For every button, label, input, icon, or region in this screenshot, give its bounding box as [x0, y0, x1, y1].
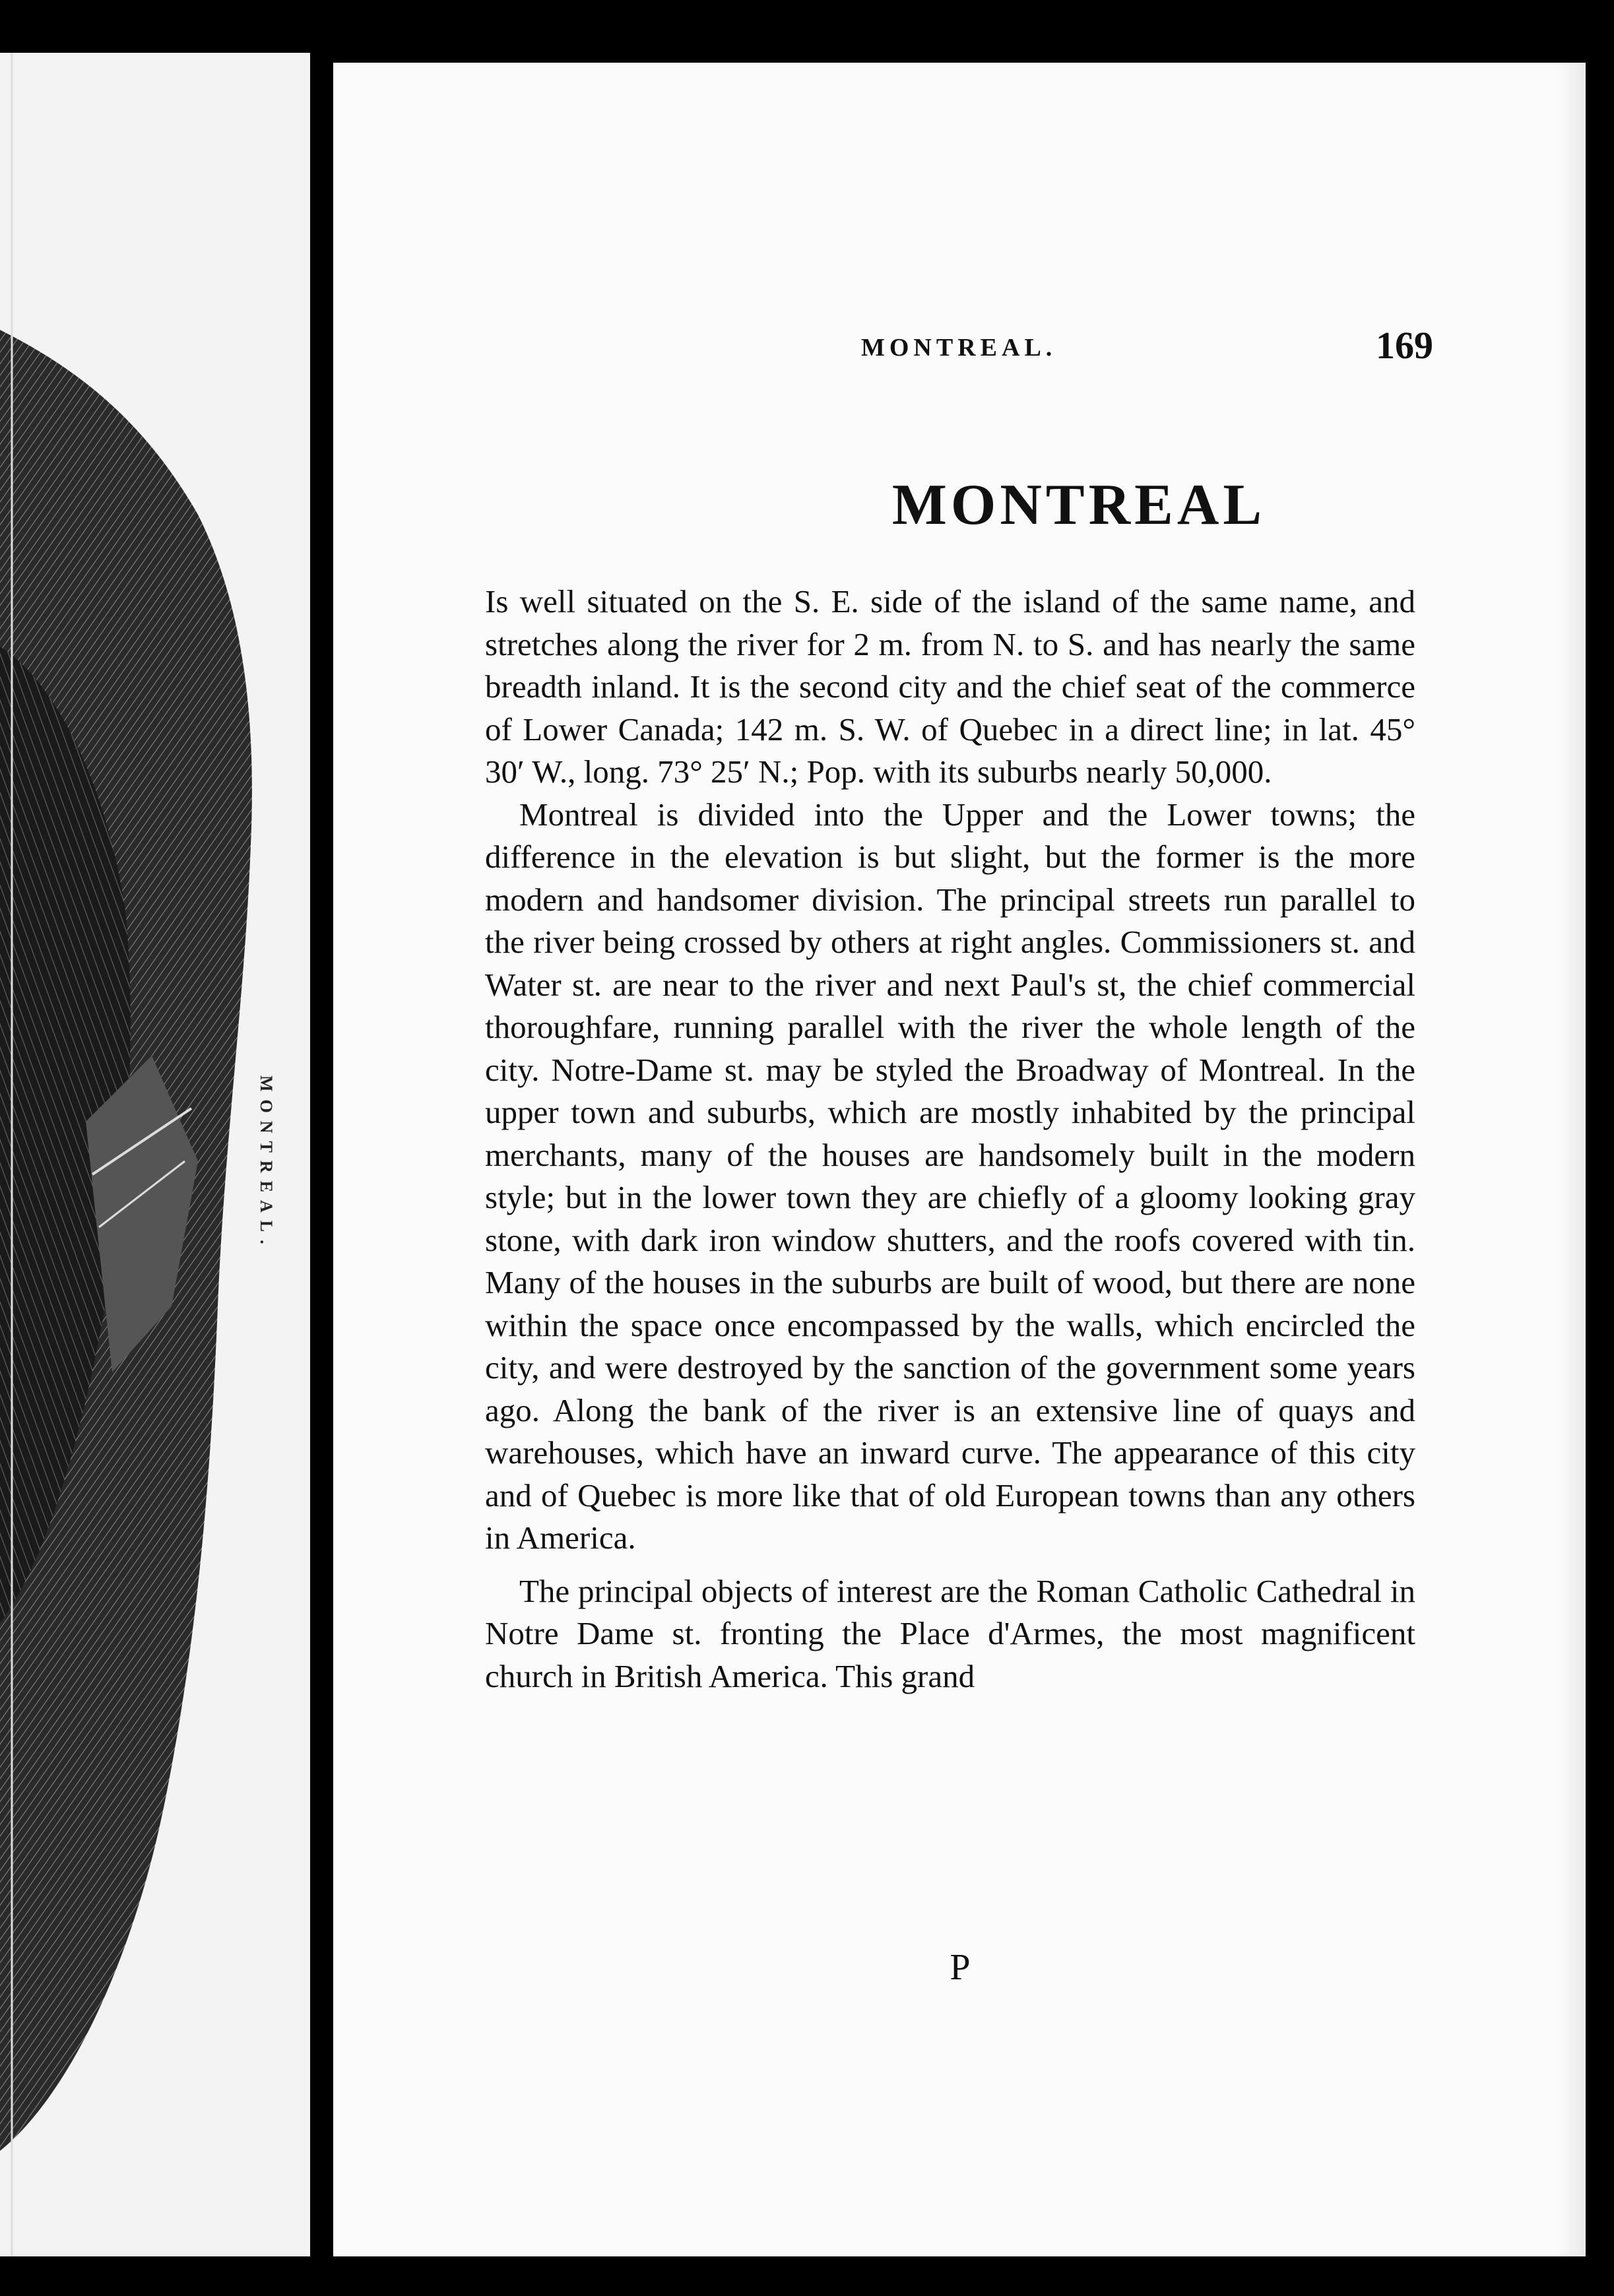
paragraph-3: The principal objects of interest are the Roman Catholic Cathedral in Notre Dame st. fronting the Place d'Armes, the most magnificent church in British America. This grand [485, 1572, 1415, 1694]
running-head: MONTREAL. [861, 334, 1057, 362]
spine-running-head: MONTREAL. [257, 1075, 276, 1252]
page-number: 169 [1376, 324, 1433, 367]
paragraph-2: Montreal is divided into the Upper and the Lower towns; the difference in the elevation is but slight, but the former is the more modern and handsomer division. The principal streets run parallel to the river being crossed by others at right angles. Commissioners st. and Water st. are near to the river and next Paul's st, the chief commercial thoroughfare, running parallel with the river the whole length of the city. Notre-Dame st. may be styled the Broadway of Montreal. In the upper town and suburbs, which are mostly inhabited by the principal merchants, many of the houses are handsomely built in the modern style; but in the lower town they are chiefly of a gloomy looking gray stone, with dark iron window shutters, and the roofs covered with tin. Many of the houses in the suburbs are built of wood, but there are none within the space once encompassed by the walls, which encircled the city, and were destroyed by the sanction of the government some years ago. Along the bank of the river is an extensive line of quays and warehouses, which have an inward curve. The appearance of this city and of Quebec is more like that of old European towns than any others in America. [485, 796, 1415, 1556]
book-gutter [310, 0, 333, 2296]
facing-page [0, 53, 310, 2256]
page-edge-shading [1559, 63, 1586, 2256]
signature-mark: P [950, 1947, 971, 1988]
paragraph-1: Is well situated on the S. E. side of the island of the same name, and stretches along the river for 2 m. from N. to S. and has nearly the same breadth inland. It is the second city and the chief seat of the commerce of Lower Canada; 142 m. S. W. of Quebec in a direct line; in lat. 45° 30′ W., long. 73° 25′ N.; Pop. with its suburbs nearly 50,000. [485, 583, 1415, 790]
body-text [485, 581, 1415, 1698]
book-page [333, 63, 1586, 2256]
section-title: MONTREAL [891, 473, 1266, 537]
